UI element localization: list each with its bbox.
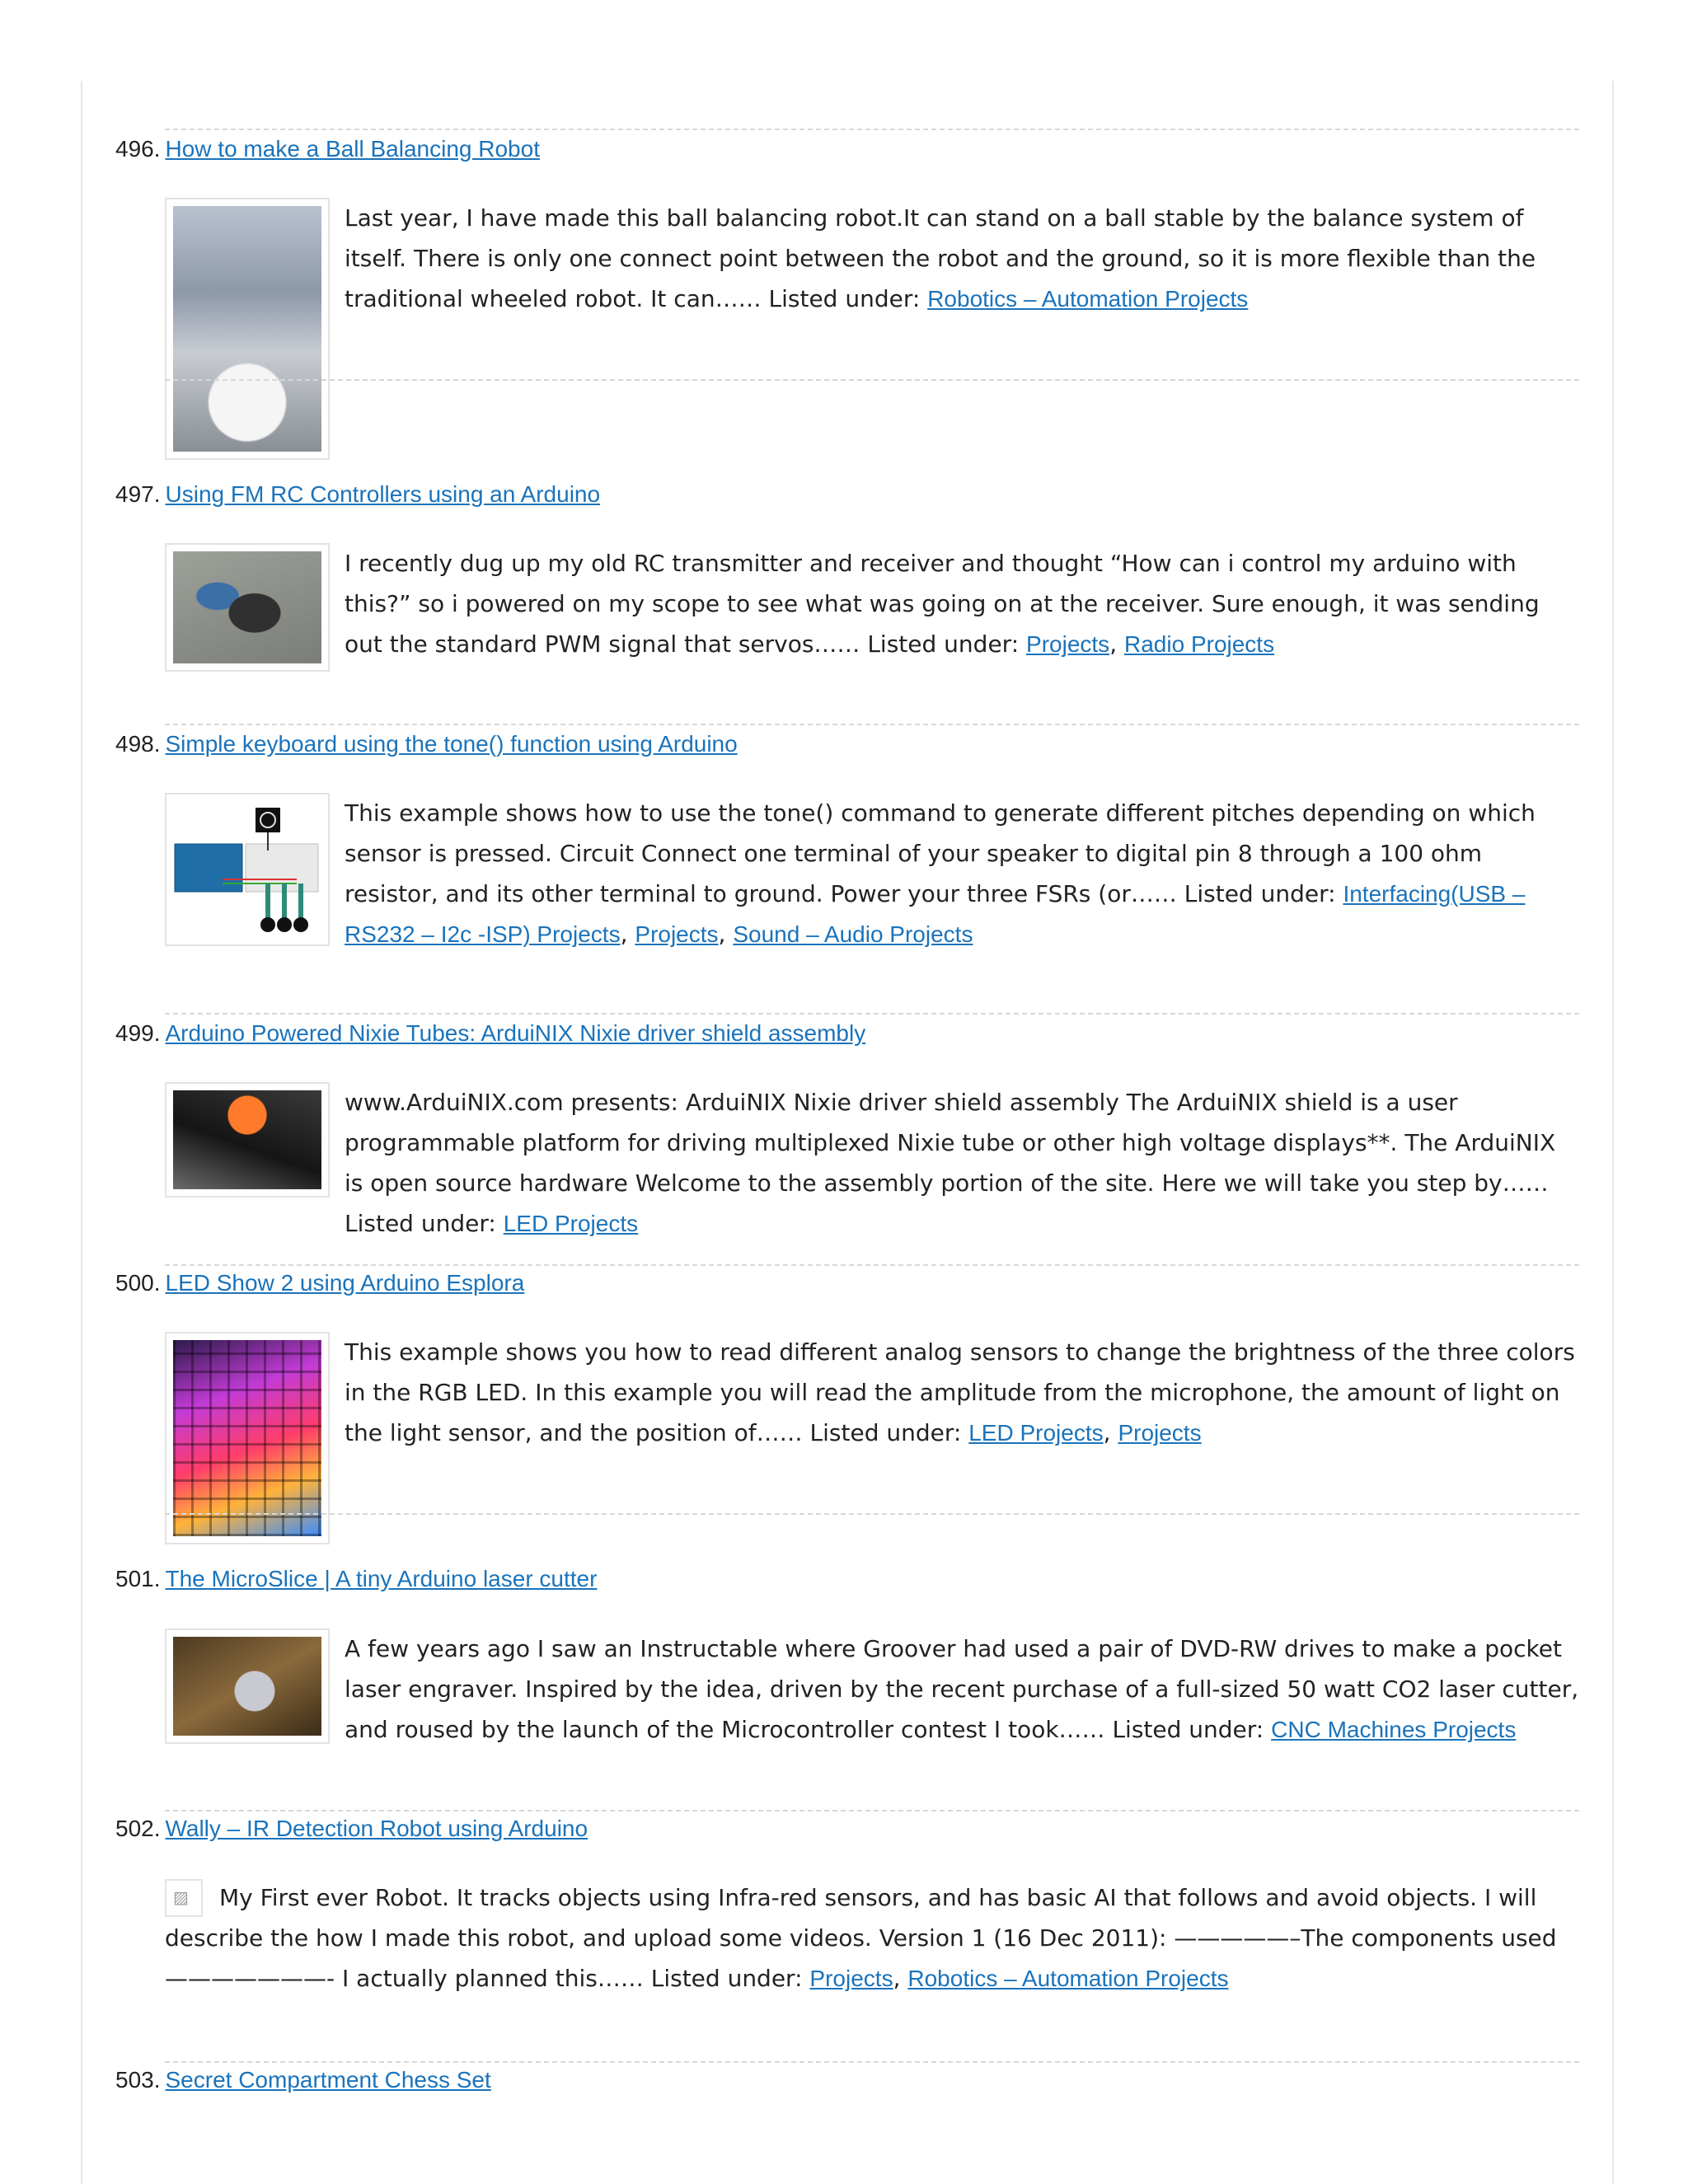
entry-divider xyxy=(165,1513,1579,1515)
entry-title-link[interactable]: The MicroSlice | A tiny Arduino laser cutter xyxy=(165,1566,598,1591)
entry-heading xyxy=(115,135,540,163)
entry-number: 503. xyxy=(115,2067,161,2093)
entry-divider xyxy=(165,129,1579,130)
entry-number: 496. xyxy=(115,136,161,162)
entry-heading xyxy=(115,1019,865,1047)
content-page xyxy=(81,81,1614,2184)
entry-thumbnail[interactable] xyxy=(165,1629,330,1744)
entry-thumbnail[interactable] xyxy=(165,793,330,946)
category-link[interactable]: Projects xyxy=(1026,631,1110,657)
entry-heading xyxy=(115,1815,588,1843)
entry-description: This example shows how to use the tone() command to generate different pitches depending on which sensor is pressed. Circuit Connect one terminal of your speaker to digital pin 8 through a 100 ohm resistor, and its other terminal to ground. Power your three FSRs (or…… Listed under: Interfacing(USB – RS232 – I2c -ISP) Projects, Projects, Sound – Audio Projects xyxy=(345,799,1536,948)
entry-thumbnail[interactable] xyxy=(165,1082,330,1197)
robot-on-ball-photo xyxy=(173,206,321,452)
entry-divider xyxy=(165,2061,1579,2063)
category-link[interactable]: LED Projects xyxy=(968,1420,1104,1446)
category-link[interactable]: Radio Projects xyxy=(1124,631,1275,657)
entry-divider xyxy=(165,724,1579,725)
entry-description: www.ArduiNIX.com presents: ArduiNIX Nixie driver shield assembly The ArduiNIX shield is a user programmable platform for driving multiplexed Nixie tube or other high voltage displays**. The ArduiNIX is open source hardware Welcome to the assembly portion of the site. Here we will take you step by…… Listed under: LED Projects xyxy=(345,1089,1556,1237)
entry-number: 499. xyxy=(115,1020,161,1046)
entry-number: 500. xyxy=(115,1270,161,1296)
entry-number: 498. xyxy=(115,731,161,757)
entry-thumbnail[interactable] xyxy=(165,543,330,672)
entry-description: Last year, I have made this ball balancing robot.It can stand on a ball stable by the balance system of itself. There is only one connect point between the robot and the ground, so it is more flexible than the traditional wheeled robot. It can…… Listed under: Robotics – Automation Projects xyxy=(345,204,1536,312)
entry-description: My First ever Robot. It tracks objects using Infra-red sensors, and has basic AI that follows and avoid objects. I will describe the how I made this robot, and upload some videos. Version 1 (16 Dec 2011): —————–The components used ———————- I actually planned this…… Listed under: Projects, Robotics – Automation Projects xyxy=(165,1884,1557,1992)
entry-description: I recently dug up my old RC transmitter and receiver and thought “How can i control my arduino with this?” so i powered on my scope to see what was going on at the receiver. Sure enough, it was sending out the standard PWM signal that servos…… Listed under: Projects, Radio Projects xyxy=(345,550,1540,658)
category-link[interactable]: LED Projects xyxy=(503,1211,639,1236)
nixie-tubes-photo xyxy=(173,1090,321,1189)
entry-heading xyxy=(115,1565,597,1593)
entry-heading xyxy=(115,2066,491,2094)
entry-title-link[interactable]: Using FM RC Controllers using an Arduino xyxy=(165,481,601,507)
category-link[interactable]: CNC Machines Projects xyxy=(1271,1717,1517,1742)
rc-receiver-photo xyxy=(173,551,321,663)
entry-title-link[interactable]: Arduino Powered Nixie Tubes: ArduiNIX Nixie driver shield assembly xyxy=(165,1020,866,1046)
entry-thumbnail[interactable] xyxy=(165,198,330,460)
category-link[interactable]: Projects xyxy=(635,921,719,947)
breadboard-diagram xyxy=(173,801,321,938)
entry-number: 502. xyxy=(115,1816,161,1841)
entry-heading xyxy=(115,730,738,758)
category-link[interactable]: Projects xyxy=(1118,1420,1202,1446)
entry-title-link[interactable]: How to make a Ball Balancing Robot xyxy=(165,136,540,162)
image-placeholder-icon: ▨ xyxy=(173,1887,189,1907)
category-link[interactable]: Interfacing(USB – RS232 – I2c -ISP) Projects xyxy=(345,881,1526,947)
category-link[interactable]: Sound – Audio Projects xyxy=(733,921,973,947)
led-grid-photo xyxy=(173,1340,321,1536)
entry-title-link[interactable]: Simple keyboard using the tone() function using Arduino xyxy=(165,731,738,757)
category-link[interactable]: Robotics – Automation Projects xyxy=(927,286,1249,312)
entry-divider xyxy=(165,1264,1579,1266)
laser-cutter-photo xyxy=(173,1637,321,1736)
category-link[interactable]: Robotics – Automation Projects xyxy=(907,1966,1229,1991)
entry-description: This example shows you how to read different analog sensors to change the brightness of the three colors in the RGB LED. In this example you will read the amplitude from the microphone, the amount of light on the light sensor, and the position of…… Listed under: LED Projects, Projects xyxy=(345,1338,1575,1446)
category-link[interactable]: Projects xyxy=(809,1966,893,1991)
entry-heading xyxy=(115,480,600,509)
entry-title-link[interactable]: Secret Compartment Chess Set xyxy=(165,2067,491,2093)
entry-divider xyxy=(165,1810,1579,1811)
entry-divider xyxy=(165,379,1579,381)
entry-description: A few years ago I saw an Instructable where Groover had used a pair of DVD-RW drives to make a pocket laser engraver. Inspired by the idea, driven by the recent purchase of a full-sized 50 watt CO2 laser cutter, and roused by the launch of the Microcontroller contest I took…… Listed under: CNC Machines Projects xyxy=(345,1635,1579,1743)
entry-heading xyxy=(115,1269,524,1297)
entry-title-link[interactable]: Wally – IR Detection Robot using Arduino xyxy=(165,1816,588,1841)
entry-number: 501. xyxy=(115,1566,161,1591)
entry-number: 497. xyxy=(115,481,161,507)
entry-title-link[interactable]: LED Show 2 using Arduino Esplora xyxy=(165,1270,525,1296)
entry-divider xyxy=(165,1013,1579,1015)
breadboard-diagram-svg xyxy=(173,801,321,938)
